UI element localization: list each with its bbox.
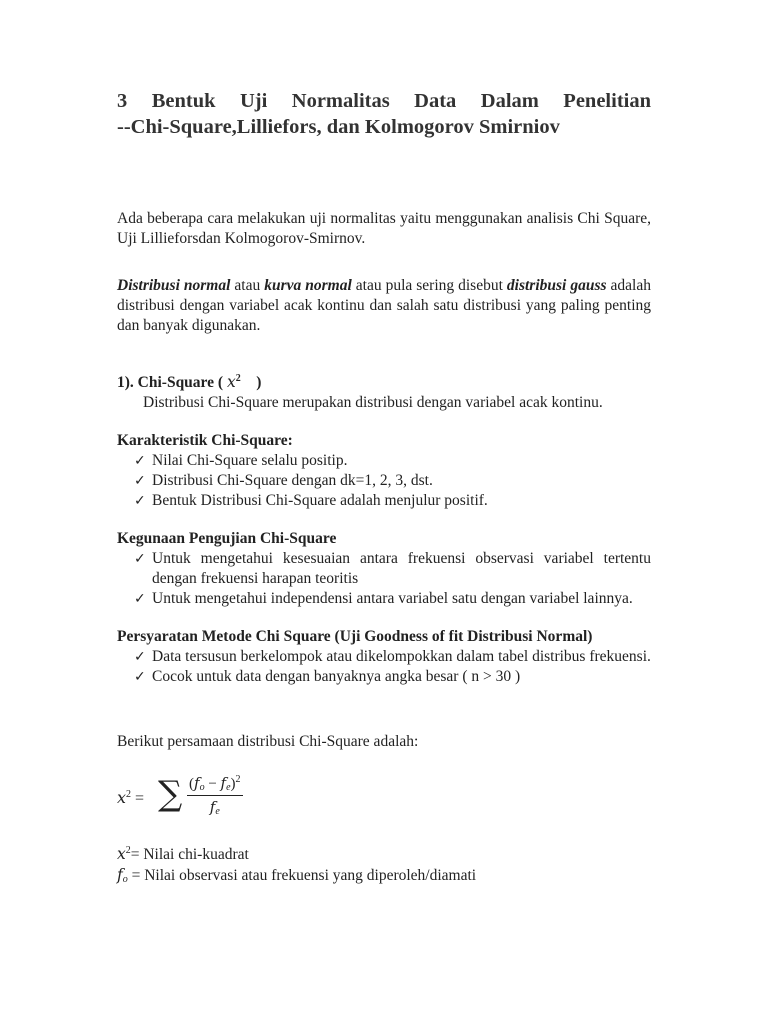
def-symbol: f: [117, 866, 123, 884]
chi-square-description: Distribusi Chi-Square merupakan distribusi dengan variabel acak kontinu.: [143, 394, 603, 411]
chi-heading-symbol: x: [226, 373, 236, 391]
term-distribusi-gauss: distribusi gauss: [506, 277, 607, 294]
check-icon: ✓: [134, 649, 146, 665]
num-sub-o: o: [199, 782, 205, 793]
kegunaan-heading: Kegunaan Pengujian Chi-Square: [117, 530, 337, 547]
chi-heading-suffix: ): [240, 374, 262, 391]
definition-chi-kuadrat: [117, 840, 651, 865]
list-item-text: Untuk mengetahui independensi antara variabel satu dengan variabel lainnya.: [152, 590, 633, 607]
document-page: [117, 0, 651, 890]
formula-numerator: [187, 774, 243, 796]
den-f-expected: f: [209, 798, 216, 816]
den-sub-e: e: [215, 806, 220, 817]
num-f-observed: f: [194, 774, 200, 792]
karakteristik-list: [117, 451, 651, 511]
def-subscript: o: [122, 874, 128, 885]
formula-lhs-superscript: 2: [126, 789, 132, 800]
num-close-paren: ): [230, 776, 236, 792]
check-icon: ✓: [134, 591, 146, 607]
list-item-text: Untuk mengetahui kesesuaian antara frekuensi observasi variabel tertentu dengan frekuensi harapan teoritis: [152, 550, 651, 587]
paragraph-mid-text: atau pula sering disebut: [351, 277, 507, 294]
check-icon: ✓: [134, 669, 146, 685]
check-icon: ✓: [134, 493, 146, 509]
formula-lhs-symbol: x: [117, 788, 127, 807]
title-line-2: --Chi-Square,Lilliefors, dan Kolmogorov Smirniov: [117, 116, 560, 138]
def-text: = Nilai chi-kuadrat: [130, 846, 249, 863]
chi-heading-superscript: 2: [235, 373, 241, 384]
karakteristik-heading: Karakteristik Chi-Square:: [117, 432, 293, 449]
num-superscript: 2: [235, 774, 241, 785]
normal-distribution-paragraph: [117, 276, 651, 336]
document-title: [117, 88, 651, 140]
chi-square-formula: [117, 774, 651, 822]
paragraph-rest-text: adalah distribusi dengan variabel acak kontinu dan salah satu distribusi yang paling penting dan banyak digunakan.: [117, 277, 651, 334]
term-kurva-normal: kurva normal: [264, 277, 352, 294]
persyaratan-heading: Persyaratan Metode Chi Square (Uji Goodness of fit Distribusi Normal): [117, 628, 593, 645]
list-item: [134, 667, 651, 687]
def-text: = Nilai observasi atau frekuensi yang diperoleh/diamati: [127, 867, 477, 884]
formula-intro: Berikut persamaan distribusi Chi-Square adalah:: [117, 733, 419, 750]
summation-symbol: ∑: [158, 774, 183, 814]
persyaratan-list: [117, 647, 651, 687]
check-icon: ✓: [134, 551, 146, 567]
intro-paragraph: Ada beberapa cara melakukan uji normalitas yaitu menggunakan analisis Chi Square, Uji Lillieforsdan Kolmogorov-Smirnov.: [117, 210, 651, 247]
num-minus: −: [204, 776, 221, 792]
title-line-1: 3 Bentuk Uji Normalitas Data Dalam Penelitian: [117, 90, 651, 112]
formula-equals: =: [131, 790, 145, 807]
kegunaan-list: [117, 549, 651, 609]
definition-observasi: [117, 865, 651, 890]
list-item-text: Distribusi Chi-Square dengan dk=1, 2, 3, dst.: [152, 472, 433, 489]
list-item: [134, 471, 651, 491]
chi-heading-prefix: 1). Chi-Square (: [117, 374, 227, 391]
word-atau: atau: [230, 277, 265, 294]
list-item: [134, 647, 651, 667]
list-item: [134, 491, 651, 511]
list-item: [134, 589, 651, 609]
num-open-paren: (: [189, 776, 194, 792]
formula-lhs: [117, 788, 144, 808]
formula-denominator: [187, 796, 243, 817]
list-item: [134, 549, 651, 589]
def-superscript: 2: [125, 845, 131, 856]
list-item-text: Cocok untuk data dengan banyaknya angka besar ( n > 30 ): [152, 668, 521, 685]
num-sub-e: e: [226, 782, 231, 793]
list-item: [134, 451, 651, 471]
num-f-expected: f: [220, 774, 227, 792]
chi-square-heading: [117, 369, 651, 393]
list-item-text: Nilai Chi-Square selalu positip.: [152, 452, 348, 469]
check-icon: ✓: [134, 453, 146, 469]
term-distribusi-normal: Distribusi normal: [117, 277, 231, 294]
formula-fraction: [187, 774, 243, 817]
check-icon: ✓: [134, 473, 146, 489]
symbol-definitions: [117, 840, 651, 890]
list-item-text: Bentuk Distribusi Chi-Square adalah menjulur positif.: [152, 492, 488, 509]
list-item-text: Data tersusun berkelompok atau dikelompokkan dalam tabel distribus frekuensi.: [152, 648, 651, 665]
def-symbol: x: [117, 845, 126, 863]
